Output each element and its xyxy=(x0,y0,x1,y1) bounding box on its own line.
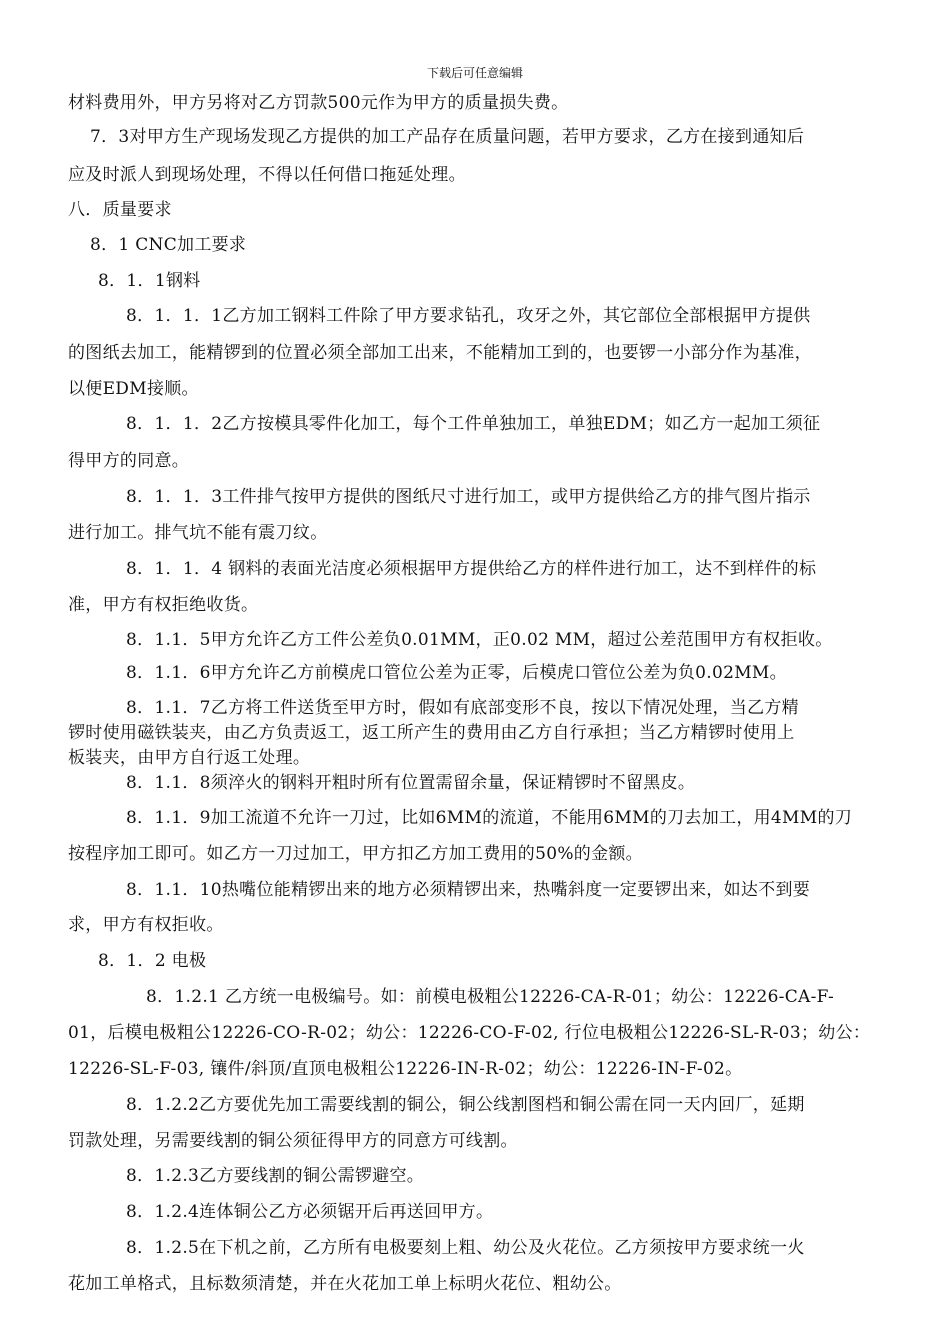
text-line: 锣时使用磁铁装夹，由乙方负责返工，返工所产生的费用由乙方自行承担；当乙方精锣时使用上 xyxy=(68,723,795,743)
text-line: 8．1.1．6甲方允许乙方前模虎口管位公差为正零，后模虎口管位公差为负0.02MM。 xyxy=(126,663,787,683)
subsection-heading: 8．1．1钢料 xyxy=(98,271,201,291)
text-line: 8．1.1．5甲方允许乙方工件公差负0.01MM，正0.02 MM，超过公差范围甲方有权拒收。 xyxy=(126,630,833,650)
text-line: 8．1.2.3乙方要线割的铜公需锣避空。 xyxy=(126,1166,425,1186)
text-line: 的图纸去加工，能精锣到的位置必须全部加工出来，不能精加工到的，也要锣一小部分作为基准， xyxy=(68,343,812,363)
text-line: 得甲方的同意。 xyxy=(68,451,190,471)
section-heading: 八．质量要求 xyxy=(68,200,172,220)
text-line: 01，后模电极粗公12226-CO-R-02；幼公：12226-CO-F-02, 行位电极粗公12226-SL-R-03；幼公： xyxy=(68,1023,871,1043)
subsection-heading: 8．1 CNC加工要求 xyxy=(90,235,247,255)
text-line: 8．1.2.5在下机之前，乙方所有电极要刻上粗、幼公及火花位。乙方须按甲方要求统一火 xyxy=(126,1238,805,1258)
text-line: 按程序加工即可。如乙方一刀过加工，甲方扣乙方加工费用的50%的金额。 xyxy=(68,844,643,864)
text-line: 8．1.1．9加工流道不允许一刀过，比如6MM的流道，不能用6MM的刀去加工，用4MM的刀 xyxy=(126,808,853,828)
text-line: 8．1.2.1 乙方统一电极编号。如：前模电极粗公12226-CA-R-01；幼公：12226-CA-F- xyxy=(146,987,835,1007)
text-line: 8．1.2.4连体铜公乙方必须锯开后再送回甲方。 xyxy=(126,1202,494,1222)
text-line: 罚款处理，另需要线割的铜公须征得甲方的同意方可线割。 xyxy=(68,1131,518,1151)
text-line: 以便EDM接顺。 xyxy=(68,379,199,399)
page-header: 下载后可任意编辑 xyxy=(426,66,523,80)
text-line: 应及时派人到现场处理，不得以任何借口拖延处理。 xyxy=(68,165,466,185)
subsection-heading: 8．1．2 电极 xyxy=(98,951,207,971)
text-line: 花加工单格式，且标数须清楚，并在火花加工单上标明火花位、粗幼公。 xyxy=(68,1274,622,1294)
text-line: 7．3对甲方生产现场发现乙方提供的加工产品存在质量问题，若甲方要求，乙方在接到通知后 xyxy=(90,127,805,147)
text-line: 进行加工。排气坑不能有震刀纹。 xyxy=(68,523,328,543)
text-line: 8．1.2.2乙方要优先加工需要线割的铜公，铜公线割图档和铜公需在同一天内回厂，延期 xyxy=(126,1095,805,1115)
text-line: 8．1.1．10热嘴位能精锣出来的地方必须精锣出来，热嘴斜度一定要锣出来，如达不到要 xyxy=(126,880,811,900)
text-line: 8．1.1．8须淬火的钢料开粗时所有位置需留余量，保证精锣时不留黑皮。 xyxy=(126,773,696,793)
text-line: 8．1.1．7乙方将工件送货至甲方时，假如有底部变形不良，按以下情况处理，当乙方精 xyxy=(126,698,799,718)
text-line: 材料费用外，甲方另将对乙方罚款500元作为甲方的质量损失费。 xyxy=(68,93,569,113)
text-line: 板装夹，由甲方自行返工处理。 xyxy=(68,748,311,768)
text-line: 8．1．1．3工件排气按甲方提供的图纸尺寸进行加工，或甲方提供给乙方的排气图片指示 xyxy=(126,487,811,507)
text-line: 8．1．1．1乙方加工钢料工件除了甲方要求钻孔，攻牙之外，其它部位全部根据甲方提供 xyxy=(126,306,811,326)
text-line: 求，甲方有权拒收。 xyxy=(68,915,224,935)
text-line: 准，甲方有权拒绝收货。 xyxy=(68,595,259,615)
text-line: 12226-SL-F-03, 镶件/斜顶/直顶电极粗公12226-IN-R-02；幼公：12226-IN-F-02。 xyxy=(68,1059,743,1079)
text-line: 8．1．1．4 钢料的表面光洁度必须根据甲方提供给乙方的样件进行加工，达不到样件的标 xyxy=(126,559,817,579)
text-line: 8．1．1．2乙方按模具零件化加工，每个工件单独加工，单独EDM；如乙方一起加工须征 xyxy=(126,414,821,434)
